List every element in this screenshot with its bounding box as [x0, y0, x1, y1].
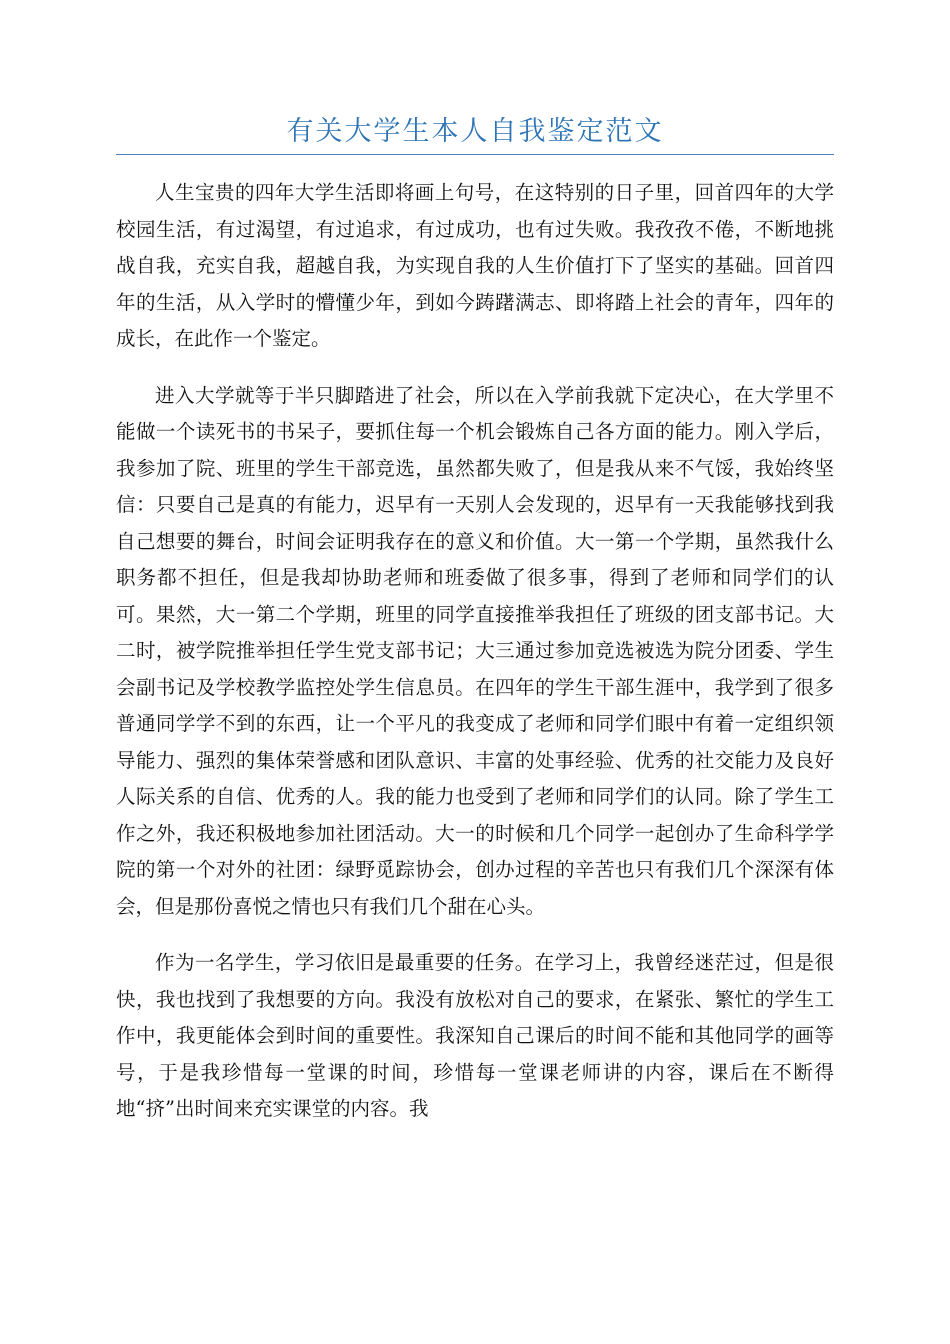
- paragraph-study: 作为一名学生，学习依旧是最重要的任务。在学习上，我曾经迷茫过，但是很快，我也找到了我想要的方向。我没有放松对自己的要求，在紧张、繁忙的学生工作中，我更能体会到时间的重要性。我深知自己课后的时间不能和其他同学的画等号，于是我珍惜每一堂课的时间，珍惜每一堂课老师讲的内容，课后在不断得地“挤”出时间来充实课堂的内容。我: [116, 951, 834, 1120]
- title-underline: [116, 154, 834, 155]
- paragraph-intro: 人生宝贵的四年大学生活即将画上句号，在这特别的日子里，回首四年的大学校园生活，有过渴望，有过追求，有过成功，也有过失败。我孜孜不倦，不断地挑战自我，充实自我，超越自我，为实现自我的人生价值打下了坚实的基础。回首四年的生活，从入学时的懵懂少年，到如今踌躇满志、即将踏上社会的青年，四年的成长，在此作一个鉴定。: [116, 181, 834, 350]
- document-body: [116, 175, 834, 1148]
- document-title: 有关大学生本人自我鉴定范文: [286, 116, 664, 147]
- paragraph-student-work: 进入大学就等于半只脚踏进了社会，所以在入学前我就下定决心，在大学里不能做一个读死书的书呆子，要抓住每一个机会锻炼自己各方面的能力。刚入学后，我参加了院、班里的学生干部竞选，虽然都失败了，但是我从来不气馁，我始终坚信：只要自己是真的有能力，迟早有一天别人会发现的，迟早有一天我能够找到我自己想要的舞台，时间会证明我存在的意义和价值。大一第一个学期，虽然我什么职务都不担任，但是我却协助老师和班委做了很多事，得到了老师和同学们的认可。果然，大一第二个学期，班里的同学直接推举我担任了班级的团支部书记。大二时，被学院推举担任学生党支部书记；大三通过参加竞选被选为院分团委、学生会副书记及学校教学监控处学生信息员。在四年的学生干部生涯中，我学到了很多普通同学学不到的东西，让一个平凡的我变成了老师和同学们眼中有着一定组织领导能力、强烈的集体荣誉感和团队意识、丰富的处事经验、优秀的社交能力及良好人际关系的自信、优秀的人。我的能力也受到了老师和同学们的认同。除了学生工作之外，我还积极地参加社团活动。大一的时候和几个同学一起创办了生命科学学院的第一个对外的社团：绿野觅踪协会，创办过程的辛苦也只有我们几个深深有体会，但是那份喜悦之情也只有我们几个甜在心头。: [116, 383, 834, 918]
